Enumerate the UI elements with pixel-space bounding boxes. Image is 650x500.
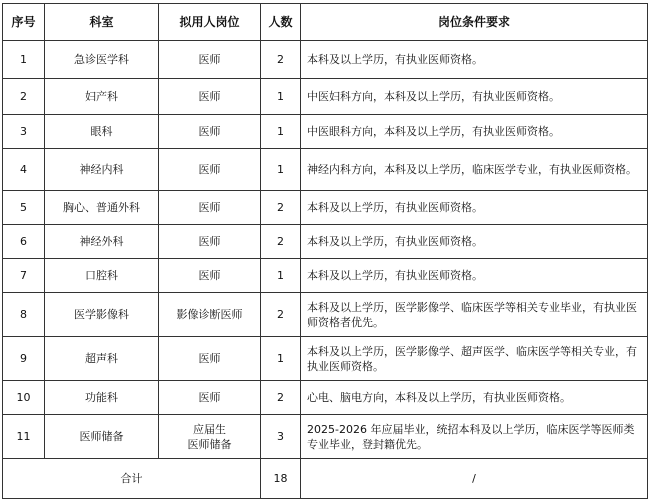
row-count: 2: [261, 225, 301, 259]
row-post: 影像诊断医师: [159, 293, 261, 337]
table-row: [3, 115, 648, 149]
header-count: 人数: [261, 4, 301, 41]
row-requirement: 本科及以上学历，有执业医师资格。: [301, 225, 648, 259]
table-row: [3, 191, 648, 225]
row-no: 11: [3, 415, 45, 459]
row-requirement: 本科及以上学历，有执业医师资格。: [301, 259, 648, 293]
row-no: 1: [3, 41, 45, 79]
row-requirement: 本科及以上学历，医学影像学、超声医学、临床医学等相关专业，有执业医师资格。: [301, 337, 648, 381]
row-requirement: 本科及以上学历，有执业医师资格。: [301, 41, 648, 79]
row-count: 1: [261, 115, 301, 149]
row-post: 医师: [159, 79, 261, 115]
row-requirement: 中医妇科方向，本科及以上学历，有执业医师资格。: [301, 79, 648, 115]
row-no: 9: [3, 337, 45, 381]
total-requirement: /: [301, 459, 648, 499]
row-post: 医师: [159, 381, 261, 415]
row-dept: 神经外科: [45, 225, 159, 259]
row-count: 1: [261, 79, 301, 115]
row-post: 医师: [159, 41, 261, 79]
row-requirement: 本科及以上学历，有执业医师资格。: [301, 191, 648, 225]
row-requirement: 中医眼科方向，本科及以上学历，有执业医师资格。: [301, 115, 648, 149]
row-requirement: 神经内科方向，本科及以上学历，临床医学专业，有执业医师资格。: [301, 149, 648, 191]
row-dept: 神经内科: [45, 149, 159, 191]
row-dept: 眼科: [45, 115, 159, 149]
row-dept: 功能科: [45, 381, 159, 415]
row-dept: 妇产科: [45, 79, 159, 115]
row-requirement: 本科及以上学历，医学影像学、临床医学等相关专业毕业，有执业医师资格者优先。: [301, 293, 648, 337]
row-post: 医师: [159, 191, 261, 225]
row-count: 1: [261, 337, 301, 381]
row-post: 医师: [159, 149, 261, 191]
row-dept: 胸心、普通外科: [45, 191, 159, 225]
row-no: 2: [3, 79, 45, 115]
total-label: 合计: [3, 459, 261, 499]
table-row: [3, 381, 648, 415]
table-row: [3, 225, 648, 259]
row-no: 3: [3, 115, 45, 149]
row-no: 4: [3, 149, 45, 191]
row-post: 医师: [159, 337, 261, 381]
row-count: 1: [261, 149, 301, 191]
row-no: 6: [3, 225, 45, 259]
row-post: 医师: [159, 225, 261, 259]
header-row: [3, 4, 648, 41]
row-dept: 口腔科: [45, 259, 159, 293]
table-row: [3, 41, 648, 79]
header-post: 拟用人岗位: [159, 4, 261, 41]
row-dept: 医学影像科: [45, 293, 159, 337]
row-no: 8: [3, 293, 45, 337]
row-dept: 超声科: [45, 337, 159, 381]
table-row: [3, 259, 648, 293]
row-requirement: 心电、脑电方向，本科及以上学历，有执业医师资格。: [301, 381, 648, 415]
row-no: 5: [3, 191, 45, 225]
table-row: [3, 337, 648, 381]
header-dept: 科室: [45, 4, 159, 41]
row-count: 2: [261, 381, 301, 415]
row-count: 2: [261, 191, 301, 225]
row-count: 2: [261, 293, 301, 337]
row-no: 7: [3, 259, 45, 293]
table-row: [3, 79, 648, 115]
table-body: [3, 41, 648, 459]
row-count: 3: [261, 415, 301, 459]
row-requirement: 2025-2026 年应届毕业，统招本科及以上学历，临床医学等医师类专业毕业，登封籍优先。: [301, 415, 648, 459]
total-row: [3, 459, 648, 499]
row-no: 10: [3, 381, 45, 415]
row-count: 2: [261, 41, 301, 79]
header-requirement: 岗位条件要求: [301, 4, 648, 41]
table-row: [3, 149, 648, 191]
header-no: 序号: [3, 4, 45, 41]
row-post: 医师: [159, 115, 261, 149]
recruitment-table: [2, 3, 648, 499]
row-dept: 医师储备: [45, 415, 159, 459]
row-dept: 急诊医学科: [45, 41, 159, 79]
table-row: [3, 415, 648, 459]
row-post: 医师: [159, 259, 261, 293]
total-count: 18: [261, 459, 301, 499]
row-count: 1: [261, 259, 301, 293]
row-post: 应届生 医师储备: [159, 415, 261, 459]
table-row: [3, 293, 648, 337]
